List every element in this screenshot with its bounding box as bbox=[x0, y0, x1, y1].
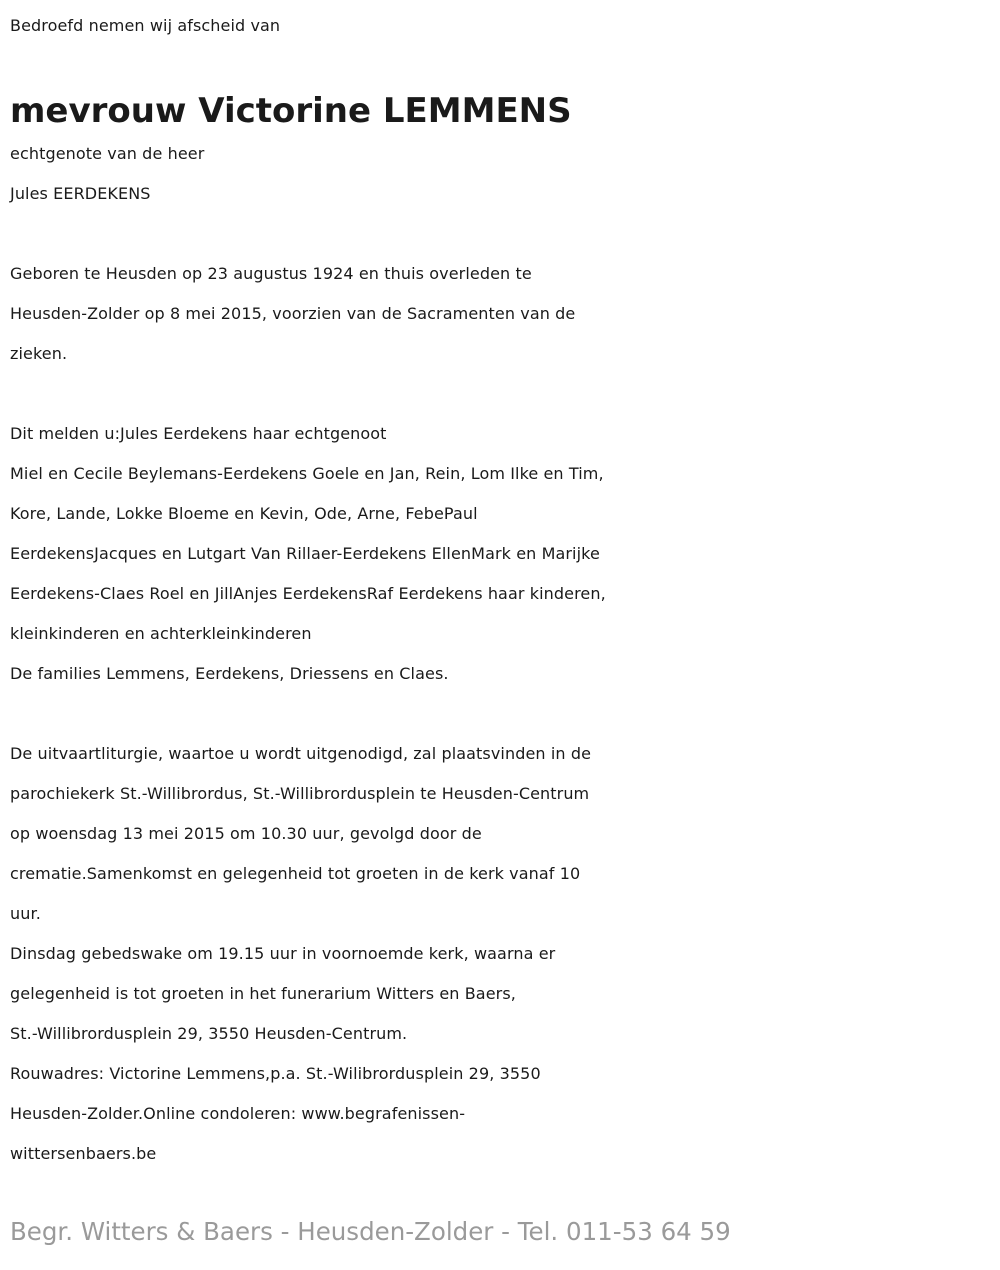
ceremony-line: crematie.Samenkomst en gelegenheid tot groeten in de kerk vanaf 10 bbox=[10, 864, 581, 883]
family-line: Miel en Cecile Beylemans-Eerdekens Goele en Jan, Rein, Lom Ilke en Tim, bbox=[10, 464, 604, 483]
family-line: Kore, Lande, Lokke Bloeme en Kevin, Ode, Arne, FebePaul bbox=[10, 504, 478, 523]
ceremony-line: op woensdag 13 mei 2015 om 10.30 uur, gevolgd door de bbox=[10, 824, 482, 843]
funeral-home-footer: Begr. Witters & Baers - Heusden-Zolder - Tel. 011-53 64 59 bbox=[10, 1217, 731, 1246]
birth-death-line: Heusden-Zolder op 8 mei 2015, voorzien van de Sacramenten van de bbox=[10, 304, 576, 323]
birth-death-line: zieken. bbox=[10, 344, 68, 363]
birth-death-line: Geboren te Heusden op 23 augustus 1924 en thuis overleden te bbox=[10, 264, 532, 283]
spouse-line: Jules EERDEKENS bbox=[10, 184, 151, 203]
birth-death-block bbox=[10, 254, 1000, 374]
ceremony-line: Dinsdag gebedswake om 19.15 uur in voornoemde kerk, waarna er bbox=[10, 944, 556, 963]
ceremony-line: uur. bbox=[10, 904, 41, 923]
spacer bbox=[10, 694, 1000, 734]
spacer bbox=[10, 374, 1000, 414]
family-line: Dit melden u:Jules Eerdekens haar echtgenoot bbox=[10, 424, 387, 443]
deceased-name: mevrouw Victorine LEMMENS bbox=[10, 91, 572, 131]
ceremony-line: De uitvaartliturgie, waartoe u wordt uitgenodigd, zal plaatsvinden in de bbox=[10, 744, 592, 763]
family-line: Eerdekens-Claes Roel en JillAnjes EerdekensRaf Eerdekens haar kinderen, bbox=[10, 584, 606, 603]
family-line: De families Lemmens, Eerdekens, Driessens en Claes. bbox=[10, 664, 449, 683]
ceremony-line: parochiekerk St.-Willibrordus, St.-Willibrordusplein te Heusden-Centrum bbox=[10, 784, 590, 803]
ceremony-line: gelegenheid is tot groeten in het funerarium Witters en Baers, bbox=[10, 984, 516, 1003]
intro-text: Bedroefd nemen wij afscheid van bbox=[10, 16, 281, 35]
ceremony-block bbox=[10, 734, 1000, 1174]
spacer bbox=[10, 214, 1000, 254]
ceremony-line: Rouwadres: Victorine Lemmens,p.a. St.-Wilibrordusplein 29, 3550 bbox=[10, 1064, 541, 1083]
ceremony-line: Heusden-Zolder.Online condoleren: www.begrafenissen- bbox=[10, 1104, 466, 1123]
family-line: EerdekensJacques en Lutgart Van Rillaer-Eerdekens EllenMark en Marijke bbox=[10, 544, 600, 563]
ceremony-line: wittersenbaers.be bbox=[10, 1144, 157, 1163]
ceremony-line: St.-Willibrordusplein 29, 3550 Heusden-Centrum. bbox=[10, 1024, 408, 1043]
family-line: kleinkinderen en achterkleinkinderen bbox=[10, 624, 312, 643]
spouse-line: echtgenote van de heer bbox=[10, 144, 205, 163]
spouse-block bbox=[10, 134, 1000, 214]
family-block bbox=[10, 414, 1000, 694]
